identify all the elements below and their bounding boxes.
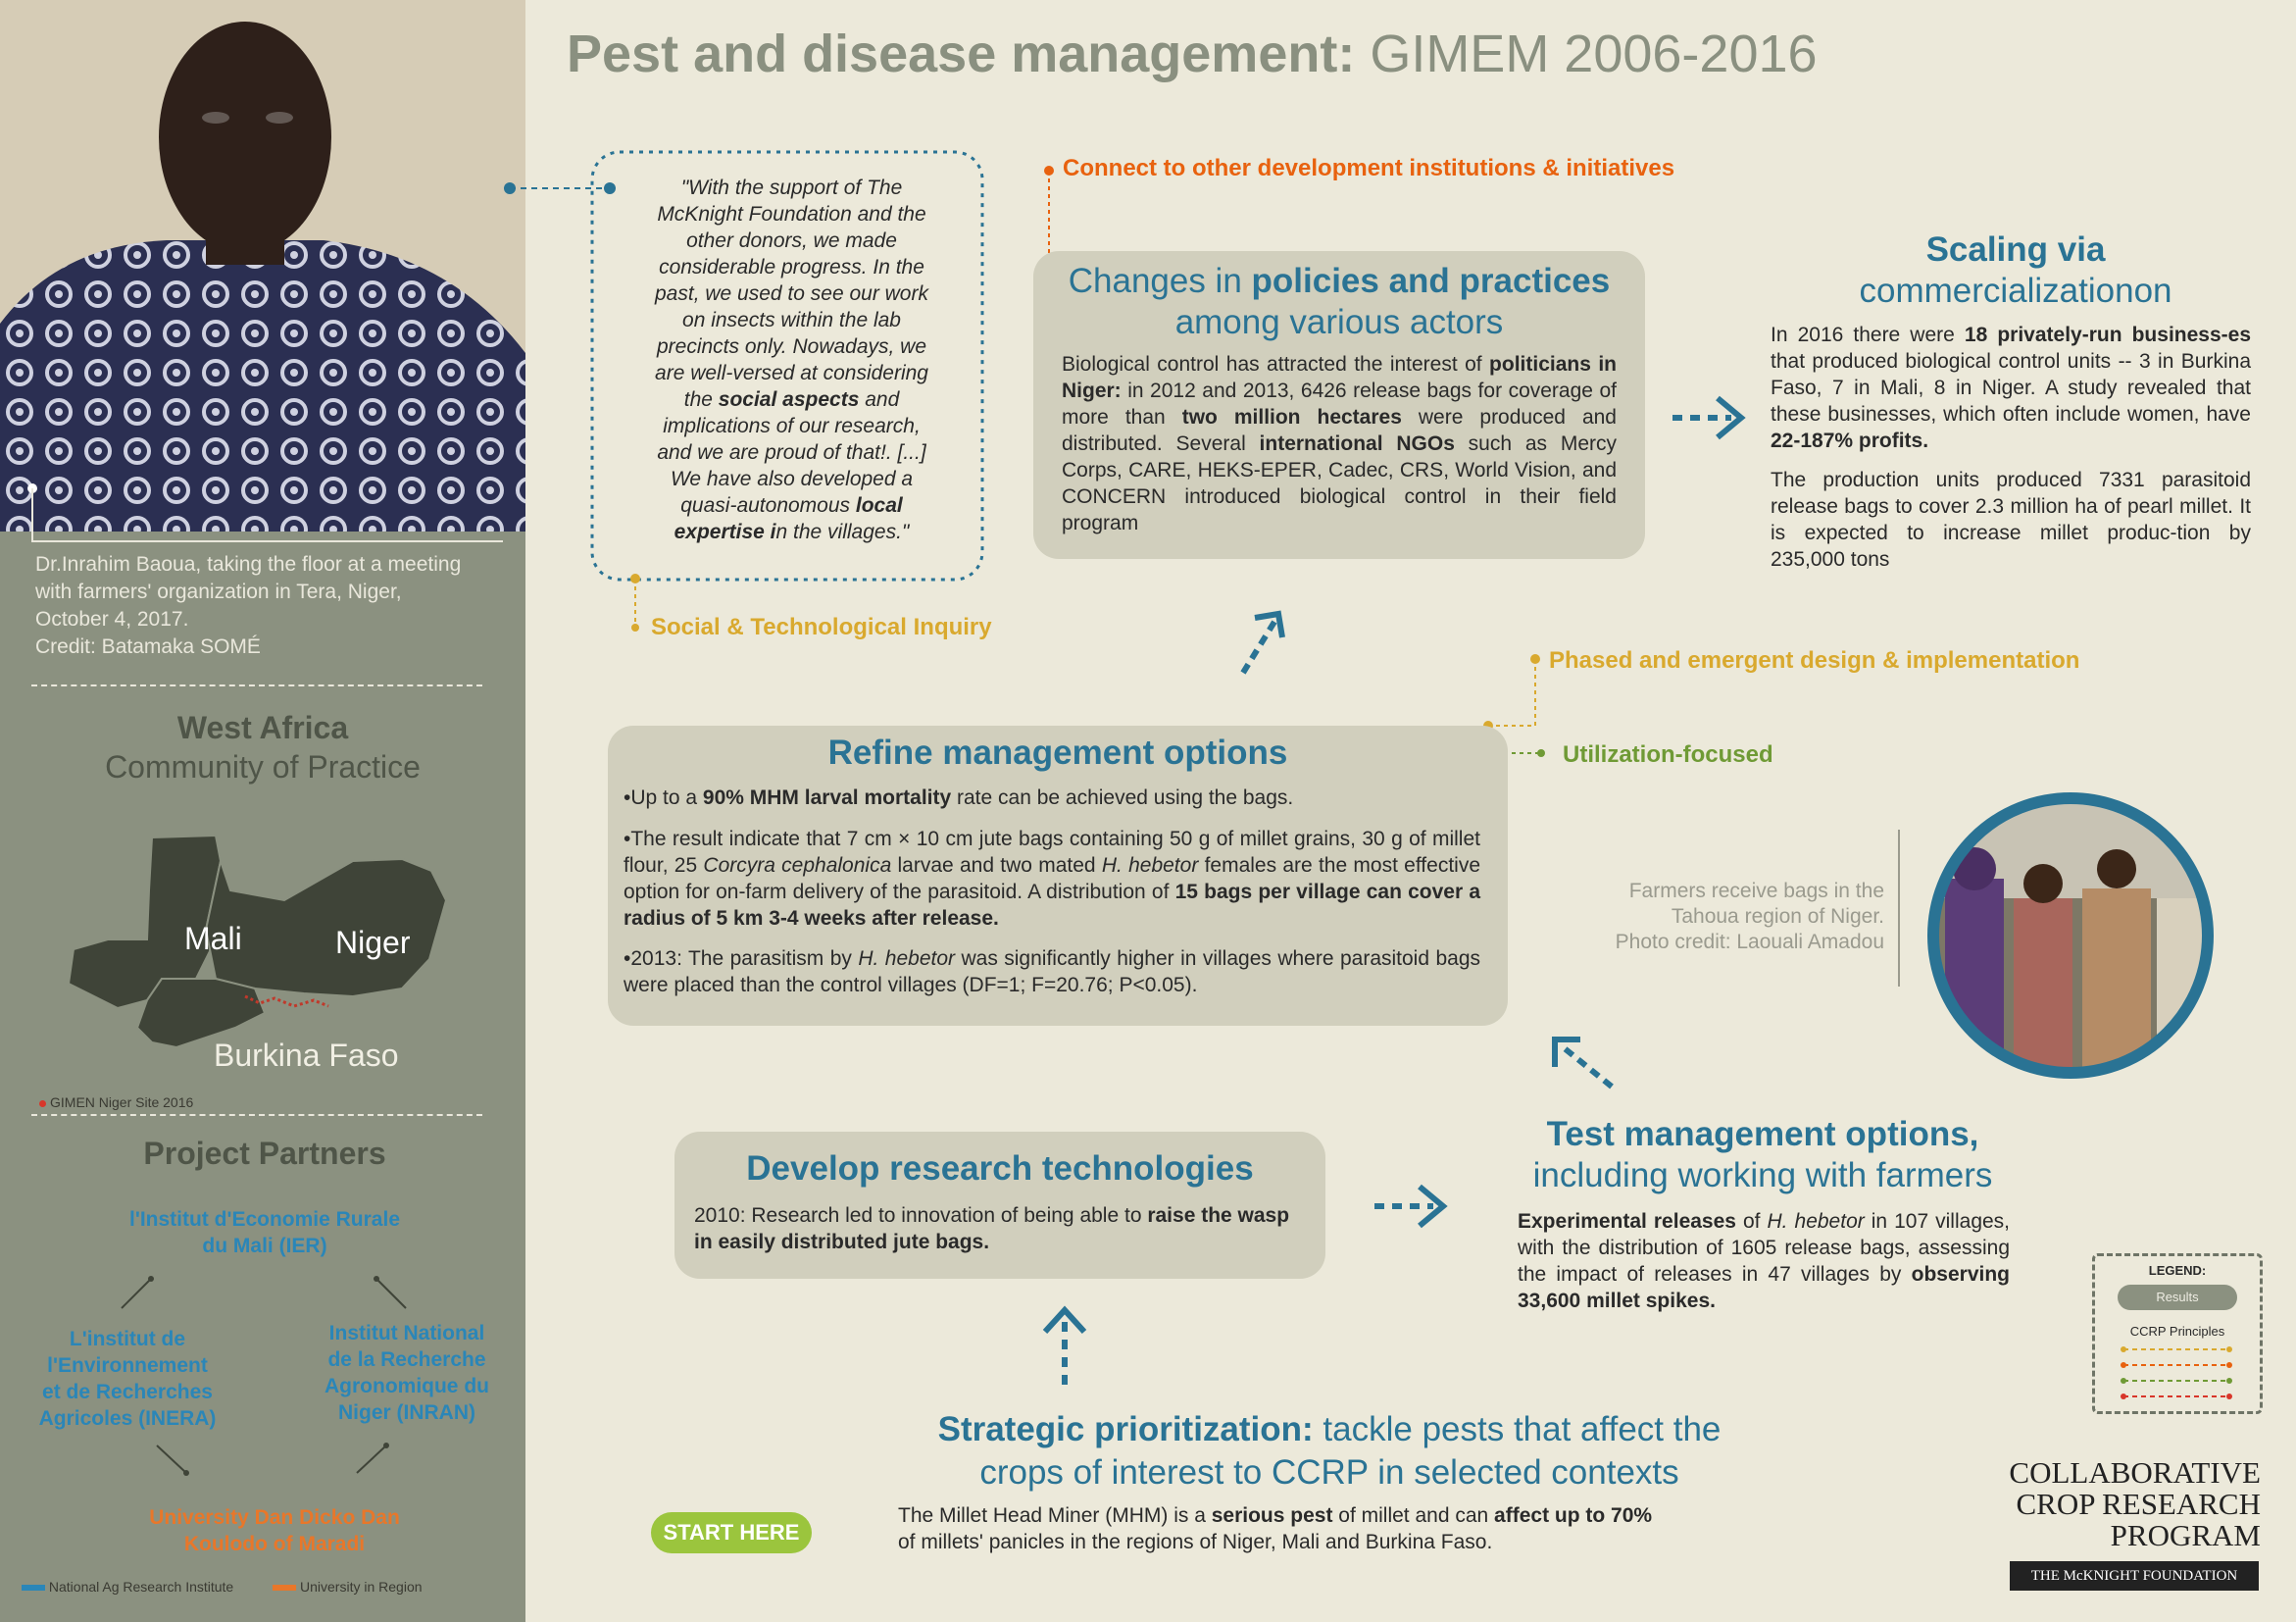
principle-utilization: Utilization-focused	[1563, 741, 1773, 768]
partner-line: et de Recherches	[42, 1381, 213, 1403]
map-legend	[39, 1094, 193, 1110]
quote-line: "With the support of The	[680, 177, 903, 199]
region-title: West Africa	[176, 710, 349, 745]
quote-line: considerable progress. In the	[659, 256, 924, 279]
quote-line: other donors, we made	[686, 229, 897, 252]
quote-line: We have also developed a	[670, 468, 914, 490]
develop-title: Develop research technologies	[746, 1149, 1254, 1188]
arrow-up-icon	[1231, 606, 1290, 681]
partner-line: l'Institut d'Economie Rurale	[128, 1208, 400, 1231]
partner-line: Niger (INRAN)	[338, 1401, 475, 1424]
partner-inran	[294, 1320, 520, 1426]
arrow-right-icon	[1369, 1177, 1457, 1236]
legend-results: Results	[2118, 1285, 2237, 1310]
farmers-photo	[1925, 790, 2216, 1081]
title-rest: GIMEM 2006-2016	[1355, 25, 1818, 83]
quote-line: expertise in the villages."	[674, 521, 910, 543]
quote-line: McKnight Foundation and the	[657, 203, 926, 226]
map-label-burkina: Burkina Faso	[214, 1038, 399, 1073]
legend-national-label: National Ag Research Institute	[48, 1579, 234, 1595]
legend-title: LEGEND:	[2148, 1263, 2207, 1278]
ccrp-logo: COLLABORATIVE CROP RESEARCH PROGRAM	[2009, 1455, 2261, 1552]
caption-line: October 4, 2017.	[35, 608, 189, 631]
speaker-photo	[0, 0, 525, 532]
strategic-text: The Millet Head Miner (MHM) is a serious pest of millet and can affect up to 70% of millets' panicles in the regions of Niger, Mali and Burkina Faso.	[898, 1504, 1653, 1553]
phased-connector	[1476, 649, 1555, 734]
partners-title: Project Partners	[143, 1136, 386, 1171]
photo-caption	[35, 551, 496, 661]
policies-text: Biological control has attracted the interest of politicians in Niger: in 2012 and 2013, 6426 release bags for coverage of more than two million hectares were produced and distributed. Several international NGOs such as Mercy Corps, CARE, HEKS-EPER, Cadec, CRS, World Vision, and CONCERN introduced biological control in their field program	[1062, 353, 1617, 534]
quote-line: precincts only. Nowadays, we	[656, 335, 927, 358]
social-connector	[624, 569, 653, 632]
scaling-title: Scaling via commercializationon	[1859, 230, 2172, 310]
mcknight-logo: THE McKNIGHT FOUNDATION	[2010, 1561, 2259, 1591]
scaling-text-2: The production units produced 7331 parasitoid release bags to cover 2.3 million ha of pearl millet. It is expected to increase millet produc-tion by 235,000 tons	[1771, 469, 2251, 571]
title-bold: Pest and disease management:	[567, 25, 1356, 83]
principle-social-inquiry: Social & Technological Inquiry	[651, 614, 992, 640]
partner-connectors-bottom	[147, 1438, 402, 1477]
caption-line: with farmers' organization in Tera, Niger,	[35, 581, 402, 603]
partner-line: L'institut de	[69, 1328, 186, 1350]
farmers-caption: Farmers receive bags in the Tahoua region of Niger. Photo credit: Laouali Amadou	[1615, 880, 1884, 953]
divider	[31, 684, 482, 686]
caption-line: Credit: Batamaka SOMÉ	[35, 635, 261, 658]
quote-line: past, we used to see our work	[655, 282, 928, 305]
arrow-up-left-icon	[1545, 1030, 1620, 1092]
refine-title: Refine management options	[827, 734, 1288, 772]
quote-line: and we are proud of that!. [...]	[657, 441, 926, 464]
partner-line: du Mali (IER)	[202, 1235, 327, 1257]
partner-line: Agronomique du	[324, 1375, 489, 1397]
map-label-niger: Niger	[335, 925, 411, 960]
partner-line: de la Recherche	[327, 1348, 486, 1371]
principle-connect: Connect to other development institutions & initiatives	[1063, 155, 1675, 181]
caption-rule	[1898, 830, 1900, 987]
test-text: Experimental releases of H. hebetor in 107 villages, with the distribution of 1605 release bags, assessing the impact of releases in 47 villages by observing 33,600 millet spikes.	[1518, 1210, 2011, 1312]
partner-line: University Dan Dicko Dan	[149, 1506, 400, 1529]
legend-university-label: University in Region	[300, 1579, 423, 1595]
refine-bullet-1: •Up to a 90% MHM larval mortality rate can be achieved using the bags.	[624, 786, 1294, 809]
principle-phased: Phased and emergent design & implementation	[1549, 647, 2080, 674]
orange-swatch-icon	[273, 1585, 296, 1591]
quote-line: implications of our research,	[663, 415, 921, 437]
divider	[31, 1114, 482, 1116]
blue-swatch-icon	[22, 1585, 45, 1591]
region-subtitle: Community of Practice	[105, 749, 421, 785]
strategic-title: Strategic prioritization: tackle pests that affect the crops of interest to CCRP in selected contexts	[937, 1410, 1722, 1492]
quote-line: quasi-autonomous local	[680, 494, 903, 517]
partner-line: l'Environnement	[47, 1354, 208, 1377]
arrow-up-icon	[1037, 1302, 1092, 1391]
partner-inera	[20, 1326, 235, 1432]
develop-text: 2010: Research led to innovation of being able to raise the wasp in easily distributed jute bags.	[694, 1204, 1290, 1253]
partner-legend	[22, 1579, 423, 1595]
quote-text	[608, 175, 975, 545]
start-here-badge: START HERE	[651, 1512, 812, 1553]
map-label-mali: Mali	[184, 921, 242, 956]
scaling-text: In 2016 there were 18 privately-run business-es that produced biological control units -- 3 in Burkina Faso, 7 in Mali, 8 in Niger. A study revealed that these businesses, which often include women, have 22-187% profits.	[1771, 324, 2251, 452]
refine-bullet-3: •2013: The parasitism by H. hebetor was significantly higher in villages where parasitoid bags were placed than the control villages (DF=1; F=20.76; P<0.05).	[624, 947, 1480, 996]
partner-university	[118, 1504, 431, 1557]
partner-ier	[88, 1206, 441, 1259]
quote-line: the social aspects and	[683, 388, 900, 411]
legend-lines	[2120, 1342, 2237, 1404]
refine-bullet-2: •The result indicate that 7 cm × 10 cm jute bags containing 50 g of millet grains, 30 g of millet flour, 25 Corcyra cephalonica larvae and two mated H. hebetor females are the most effective option for on-farm delivery of the parasitoid. A distribution of 15 bags per village can cover a radius of 5 km 3-4 weeks after release.	[624, 828, 1480, 930]
quote-line: are well-versed at considering	[655, 362, 928, 384]
red-dot-icon	[39, 1100, 46, 1107]
caption-line: Dr.Inrahim Baoua, taking the floor at a meeting	[35, 553, 462, 576]
partner-connectors-top	[108, 1271, 422, 1320]
caption-connector	[18, 481, 508, 545]
quote-line: on insects within the lab	[682, 309, 901, 331]
map-legend-label: GIMEN Niger Site 2016	[50, 1094, 194, 1110]
test-title: Test management options, including working with farmers	[1532, 1115, 1993, 1194]
partner-line: Institut National	[328, 1322, 485, 1344]
partner-line: Agricoles (INERA)	[38, 1407, 217, 1430]
partner-line: Koulodo of Maradi	[183, 1533, 366, 1555]
arrow-right-icon	[1667, 388, 1755, 447]
legend-principles: CCRP Principles	[2129, 1324, 2225, 1339]
policies-title: Changes in policies and practices among various actors	[1068, 262, 1611, 341]
page-title	[567, 24, 1818, 84]
